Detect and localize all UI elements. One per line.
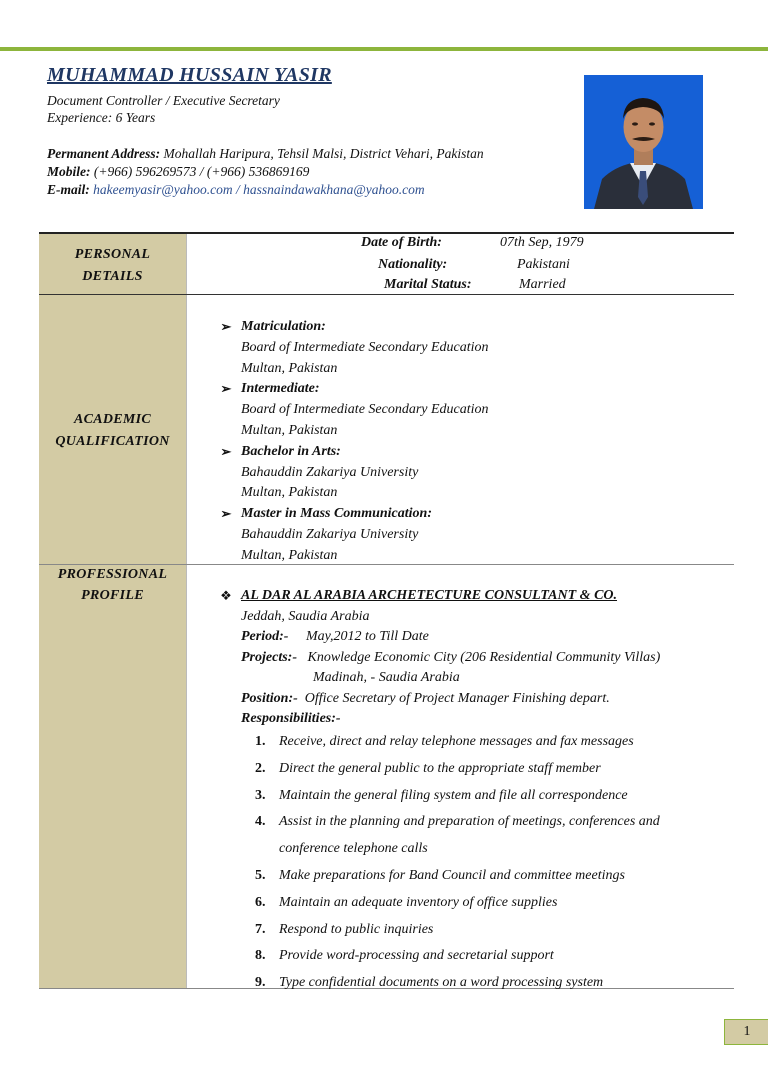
institution: Board of Intermediate Secondary Education (241, 339, 489, 355)
list-number: 8. (255, 948, 266, 964)
list-text: Provide word-processing and secretarial support (279, 948, 554, 964)
section-sidebar (39, 234, 186, 988)
list-number: 7. (255, 921, 266, 937)
projects-value: Knowledge Economic City (206 Residential Community Villas) (307, 649, 661, 665)
mobile-value: (+966) 596269573 / (+966) 536869169 (93, 164, 310, 179)
page-number: 1 (724, 1019, 768, 1045)
projects-label: Projects:- (241, 649, 297, 665)
responsibilities-list (255, 729, 660, 997)
list-item (255, 729, 660, 756)
list-item (255, 863, 660, 890)
institution-place: Multan, Pakistan (241, 422, 338, 438)
address-label: Permanent Address: (47, 146, 161, 161)
dob-label: Date of Birth: (361, 235, 442, 250)
list-text: Direct the general public to the appropriate staff member (279, 760, 601, 776)
position-label: Position:- (241, 690, 298, 706)
list-text: Assist in the planning and preparation of meetings, conferences and (279, 814, 660, 830)
list-item (255, 756, 660, 783)
institution: Board of Intermediate Secondary Education (241, 402, 489, 418)
degree-title: Intermediate: (241, 381, 320, 397)
degree-title: Matriculation: (241, 319, 326, 334)
mobile-line (47, 164, 309, 180)
profile-photo (584, 75, 703, 209)
company-name: AL DAR AL ARABIA ARCHETECTURE CONSULTANT & CO. (241, 588, 618, 603)
list-number: 4. (255, 814, 266, 830)
list-number: 5. (255, 867, 266, 883)
dob-value: 07th Sep, 1979 (500, 235, 584, 250)
institution-place: Multan, Pakistan (241, 360, 338, 376)
list-item (255, 970, 660, 997)
list-item (255, 917, 660, 944)
period-label: Period:- (241, 629, 289, 644)
mobile-label: Mobile: (47, 164, 91, 179)
arrow-bullet-icon: ➢ (220, 381, 232, 397)
marital-value: Married (519, 277, 566, 292)
list-number: 3. (255, 787, 266, 803)
list-text: Receive, direct and relay telephone messages and fax messages (279, 734, 634, 749)
section-professional-profile (39, 564, 186, 606)
top-accent-bar (0, 47, 768, 51)
section-label-line: QUALIFICATION (55, 434, 170, 449)
section-label-line: DETAILS (82, 269, 143, 284)
responsibilities-label: Responsibilities:- (241, 711, 341, 726)
list-item (255, 890, 660, 917)
email-line (47, 182, 425, 198)
row-divider-personal (39, 294, 734, 295)
email-link[interactable]: hakeemyasir@yahoo.com / hassnaindawakhana@yahoo.com (93, 182, 425, 197)
institution-place: Multan, Pakistan (241, 485, 338, 501)
list-text: conference telephone calls (279, 841, 428, 857)
professional-profile (218, 586, 660, 730)
list-number: 9. (255, 975, 266, 991)
list-number: 6. (255, 894, 266, 910)
section-personal-details (39, 244, 186, 288)
email-label: E-mail: (47, 182, 90, 197)
institution: Bahauddin Zakariya University (241, 464, 419, 480)
arrow-bullet-icon: ➢ (220, 443, 232, 459)
address-line (47, 146, 484, 162)
degree-title: Master in Mass Communication: (241, 506, 432, 522)
institution-place: Multan, Pakistan (241, 547, 338, 563)
list-item (255, 943, 660, 970)
section-academic-qualification (39, 409, 186, 453)
position-value: Office Secretary of Project Manager Finishing depart. (304, 690, 610, 706)
address-value: Mohallah Haripura, Tehsil Malsi, District Vehari, Pakistan (163, 146, 484, 161)
list-text: Make preparations for Band Council and committee meetings (279, 867, 625, 883)
section-label-line: PROFILE (81, 588, 144, 603)
candidate-name: MUHAMMAD HUSSAIN YASIR (47, 64, 332, 86)
responsibilities-heading (218, 709, 660, 730)
academic-list (218, 317, 489, 567)
academic-item (218, 317, 489, 379)
list-text: Type confidential documents on a word processing system (279, 975, 604, 991)
list-text: Respond to public inquiries (279, 921, 434, 937)
period-line (218, 627, 660, 648)
experience: Experience: 6 Years (47, 110, 156, 125)
list-text: Maintain the general filing system and file all correspondence (279, 787, 628, 803)
list-number: 2. (255, 760, 266, 776)
projects-value-2: Madinah, - Saudia Arabia (313, 670, 460, 685)
arrow-bullet-icon: ➢ (220, 319, 232, 334)
nationality-label: Nationality: (378, 257, 448, 272)
diamond-bullet-icon: ❖ (220, 588, 232, 603)
list-item-continued (255, 836, 660, 863)
portrait-image (584, 75, 703, 209)
list-text: Maintain an adequate inventory of office supplies (279, 894, 558, 910)
projects-line (218, 648, 660, 669)
job-title: Document Controller / Executive Secretary (47, 93, 280, 108)
period-value: May,2012 to Till Date (305, 629, 429, 644)
academic-item (218, 379, 489, 441)
list-number: 1. (255, 734, 266, 749)
institution: Bahauddin Zakariya University (241, 526, 419, 542)
academic-item (218, 442, 489, 504)
academic-item (218, 504, 489, 566)
section-label-line: PROFESSIONAL (57, 567, 168, 582)
marital-label: Marital Status: (384, 277, 472, 292)
section-label-line: PERSONAL (74, 247, 151, 262)
company-location: Jeddah, Saudia Arabia (241, 608, 370, 624)
list-item (255, 783, 660, 810)
arrow-bullet-icon: ➢ (220, 506, 232, 522)
nationality-value: Pakistani (517, 257, 570, 272)
section-label-line: ACADEMIC (73, 412, 152, 427)
position-line (218, 689, 660, 710)
degree-title: Bachelor in Arts: (241, 443, 341, 459)
list-item (255, 809, 660, 836)
column-divider (186, 234, 187, 988)
